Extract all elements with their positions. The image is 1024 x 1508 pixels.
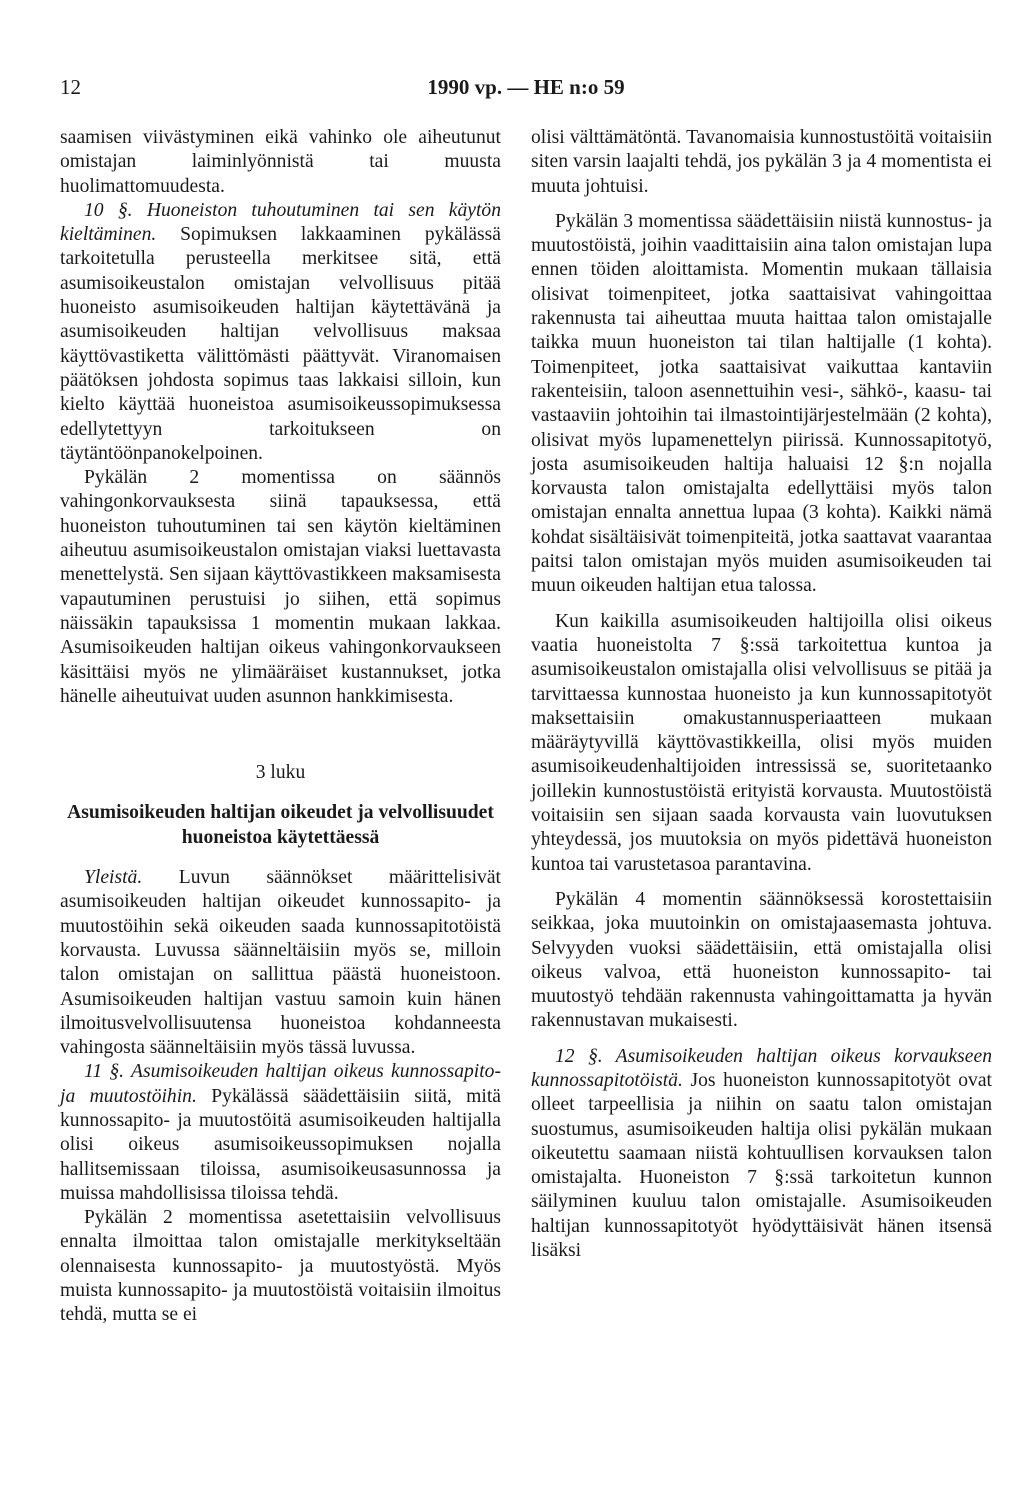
section-12-paragraph — [531, 1045, 992, 1264]
paragraph: olisi välttämätöntä. Tavanomaisia kunnostustöitä voitaisiin siten varsin laajalti tehdä, jos pykälän 3 ja 4 momentista ei muuta johtuisi. — [531, 127, 992, 197]
section-12-text: Jos huoneiston kunnossapitotyöt ovat olleet tarpeellisia ja niihin on saatu talon omistajan suostumus, asumisoikeuden haltija olisi pykälän mukaan oikeutettu saamaan niistä kohtuullisen korvauksen talon omistajalta. Huoneiston 7 §:ssä tarkoitetun kunnon säilyminen kuuluu talon omistajalle. Asumisoikeuden haltijan kunnossapitotyöt hyödyttäisivät hänen itsensä lisäksi — [531, 1069, 992, 1262]
paragraph: Pykälän 3 momentissa säädettäisiin niistä kunnostus- ja muutostöistä, joihin vaadittaisiin aina talon omistajan lupa ennen töiden aloittamista. Momentin mukaan tällaisia olisivat toimenpiteet, jotka saattaisivat vahingoittaa rakennusta tai aiheuttaa muuta haittaa talon omistajalle taikka muun huoneiston tai tilan haltijalle (1 kohta). Toimenpiteet, jotka saattaisivat vaikuttaa kantaviin rakenteisiin, taloon asennettuihin vesi-, sähkö-, kaasu- tai vastaaviin johtoihin tai ilmastointijärjestelmään (2 kohta), olisivat myös lupamenettelyn piirissä. Kunnossapitotyö, josta asumisoikeuden haltija haluaisi 12 §:n nojalla korvausta talon omistajalta edellyttäisi myös talon omistajan ennalta annettua lupaa (3 kohta). Kaikki nämä kohdat sisältäisivät toimenpiteitä, jotka saattavat vaarantaa paitsi talon omistajan myös muiden asumisoikeuden tai muun oikeuden haltijan etua talossa. — [531, 210, 992, 597]
section-12-heading: 12 §. Asumisoikeuden haltijan oikeus korvaukseen kunnossapitotöistä. — [531, 1045, 992, 1091]
chapter-title: Asumisoikeuden haltijan oikeudet ja velvollisuudet huoneistoa käytettäessä — [67, 802, 494, 848]
paragraph: Kun kaikilla asumisoikeuden haltijoilla olisi oikeus vaatia huoneistolta 7 §:ssä tarkoitettua kuntoa ja asumisoikeustalon omistajalla olisi velvollisuus se pitää ja tarvittaessa kunnostaa huoneisto ja kun kunnossapitotyöt maksettaisiin omakustannusperiaatteen mukaan määräytyvillä käyttövastikkeilla, olisi myös muiden asumisoikeudenhaltijoiden intressissä se, suoritetaanko joillekin kunnostustöistä erityistä korvausta. Muutostöistä voitaisiin sen sijaan saada korvausta vain luovutuksen yhteydessä, jos muutoksia on myös pidettävä huoneiston kuntoa tai varustetasoa parantavina. — [531, 610, 992, 875]
general-heading: Yleistä. — [84, 867, 143, 889]
page-number: 12 — [60, 75, 81, 99]
paragraph: Pykälän 4 momentin säännöksessä korostettaisiin seikkaa, joka muutoinkin on omistajaasemasta johtuva. Selvyyden vuoksi säädettäisiin, että omistajalla olisi oikeus valvoa, että huoneiston kunnossapito- tai muutostyö tehdään rakennusta vahingoittamatta ja hyvän rakennustavan mukaisesti. — [531, 888, 992, 1032]
section-11-heading: 11 §. Asumisoikeuden haltijan oikeus kunnossapito- ja muutostöihin. — [60, 1061, 501, 1107]
section-10-heading: 10 §. Huoneiston tuhoutuminen tai sen käytön kieltäminen. — [60, 199, 501, 246]
general-text: Luvun säännökset määrittelisivät asumisoikeuden haltijan oikeudet kunnossapito- ja muutostöihin sekä oikeuden saada kunnossapitotöistä korvausta. Luvussa säänneltäisiin myös se, milloin talon omistajan on sallittua päästä huoneistoon. Asumisoikeuden haltijan vastuu samoin kuin hänen ilmoitusvelvollisuutensa huoneistoa kohdanneesta vahingosta säänneltäisiin myös tässä luvussa. — [60, 867, 501, 1059]
page-header — [60, 74, 992, 104]
paragraph: Pykälän 2 momentissa on säännös vahingonkorvauksesta siinä tapauksessa, että huoneiston tuhoutuminen tai sen käytön kieltäminen aiheutuu asumisoikeustalon omistajan viaksi luettavasta menettelystä. Sen sijaan käyttövastikkeen maksamisesta vapautuminen perustuisi jo siihen, että sopimus näissäkin tapauksissa 1 momentin mukaan lakkaa. Asumisoikeuden haltijan oikeus vahingonkorvaukseen käsittäisi myös ne ylimääräiset kustannukset, jotka hänelle aiheutuivat uuden asunnon hankkimisesta. — [60, 467, 501, 707]
chapter-number: 3 luku — [255, 762, 306, 784]
running-head: 1990 vp. — HE n:o 59 — [427, 75, 625, 99]
left-column — [60, 126, 501, 1328]
section-10-text: Sopimuksen lakkaaminen pykälässä tarkoitetulla perusteella merkitsee sitä, että asumisoikeustalon omistajan velvollisuus pitää huoneisto asumisoikeuden haltijan käytettävänä ja asumisoikeuden haltijan velvollisuus maksaa käyttövastiketta välittömästi päättyvät. Viranomaisen päätöksen johdosta sopimus taas lakkaisi silloin, kun kielto käyttää huoneistoa asumisoikeussopimuksessa edellytettyyn tarkoitukseen on täytäntöönpanokelpoinen. — [60, 224, 501, 464]
paragraph: saamisen viivästyminen eikä vahinko ole aiheutunut omistajan laiminlyönnistä tai muusta huolimattomuudesta. — [60, 127, 501, 197]
section-11-text: Pykälässä säädettäisiin siitä, mitä kunnossapito- ja muutostöitä asumisoikeuden haltijalla olisi oikeus asumisoikeussopimuksen nojalla hallitsemissaan tiloissa, asumisoikeusasunnossa ja muissa mahdollisissa tiloissa tehdä. — [60, 1085, 501, 1204]
section-11-paragraph — [60, 1060, 501, 1206]
general-paragraph — [60, 866, 501, 1060]
right-column — [531, 126, 992, 1263]
paragraph: Pykälän 2 momentissa asetettaisiin velvollisuus ennalta ilmoittaa talon omistajalle merkitykseltään olennaisesta kunnossapito- ja muutostyöstä. Myös muista kunnossapito- ja muutostöistä voitaisiin ilmoitus tehdä, mutta se ei — [60, 1207, 501, 1326]
section-10-paragraph — [60, 199, 501, 466]
